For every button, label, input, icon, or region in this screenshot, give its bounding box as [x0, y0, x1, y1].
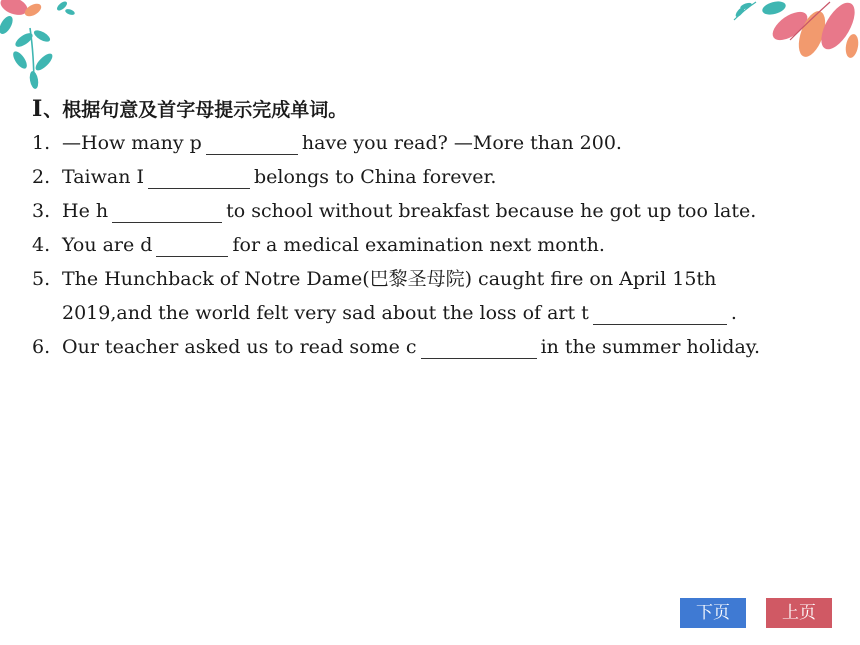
- question-text-after: in the summer holiday.: [540, 336, 761, 358]
- answer-blank[interactable]: [593, 306, 727, 325]
- question-5: [32, 262, 842, 330]
- question-text-after: for a medical examination next month.: [232, 234, 605, 256]
- question-text-after: .: [730, 302, 737, 324]
- question-number: 2.: [32, 166, 51, 188]
- question-number: 4.: [32, 234, 51, 256]
- question-number: 5.: [32, 268, 51, 290]
- question-2: [32, 160, 842, 194]
- answer-blank[interactable]: [206, 136, 298, 155]
- next-page-button[interactable]: 下页: [680, 598, 746, 628]
- floral-decoration-right-icon: [730, 0, 860, 70]
- answer-blank[interactable]: [112, 204, 222, 223]
- question-text-before: You are d: [62, 234, 153, 256]
- section-number: Ⅰ: [32, 96, 43, 122]
- question-number: 1.: [32, 132, 51, 154]
- answer-blank[interactable]: [148, 170, 250, 189]
- section-heading: [32, 92, 842, 126]
- question-4: [32, 228, 842, 262]
- question-6: [32, 330, 842, 364]
- exercise-content: [32, 92, 842, 364]
- question-text-before: Our teacher asked us to read some c: [62, 336, 417, 358]
- question-text-after: have you read? —More than 200.: [301, 132, 622, 154]
- question-1: [32, 126, 842, 160]
- question-text-before: Taiwan I: [62, 166, 144, 188]
- previous-page-button[interactable]: 上页: [766, 598, 832, 628]
- question-text-line1: The Hunchback of Notre Dame(巴黎圣母院) caught fire on April 15th: [62, 268, 717, 290]
- question-text-after: belongs to China forever.: [253, 166, 497, 188]
- question-text-before: 2019,and the world felt very sad about the loss of art t: [62, 302, 589, 324]
- question-text-before: —How many p: [62, 132, 202, 154]
- question-text-before: He h: [62, 200, 109, 222]
- answer-blank[interactable]: [421, 340, 537, 359]
- answer-blank[interactable]: [156, 238, 228, 257]
- section-title: 、根据句意及首字母提示完成单词。: [43, 99, 348, 121]
- question-text-after: to school without breakfast because he got up too late.: [226, 200, 757, 222]
- question-number: 3.: [32, 200, 51, 222]
- floral-decoration-left-icon: [0, 0, 80, 95]
- question-3: [32, 194, 842, 228]
- question-number: 6.: [32, 336, 51, 358]
